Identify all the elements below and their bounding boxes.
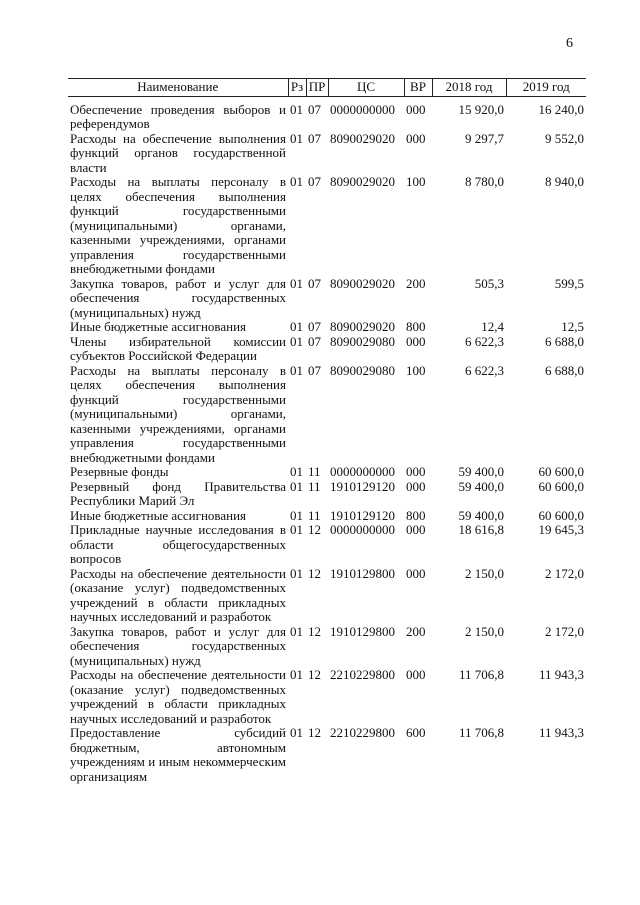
cell-cs: 2210229800: [330, 667, 395, 682]
cell-rz: 01: [290, 667, 303, 682]
cell-rz: 01: [290, 565, 303, 581]
table-row: [68, 335, 586, 364]
cell-name: Расходы на обеспечение деятельности (оказание услуг) подведомственных учреждений в области прикладных научных исследований и разработок: [70, 667, 286, 726]
cell-rz: 01: [290, 275, 303, 291]
table-row: [68, 726, 586, 784]
table-row: [68, 320, 586, 335]
table-row: [68, 132, 586, 176]
cell-y2019: 8 940,0: [545, 174, 584, 189]
cell-rz: 01: [290, 101, 303, 117]
table-header-row: [68, 79, 586, 97]
table-row: [68, 509, 586, 524]
cell-pr: 11: [308, 507, 321, 523]
cell-pr: 12: [308, 565, 321, 581]
cell-rz: 01: [290, 522, 303, 537]
cell-vr: 800: [406, 507, 426, 523]
cell-pr: 07: [308, 174, 321, 189]
table-row: [68, 364, 586, 466]
cell-name: Прикладные научные исследования в области общегосударственных вопросов: [70, 522, 286, 566]
cell-name: Предоставление субсидий бюджетным, автономным учреждениям и иным некоммерческим организациям: [70, 725, 286, 784]
cell-name: Иные бюджетные ассигнования: [70, 507, 247, 523]
cell-vr: 200: [406, 275, 426, 291]
cell-cs: 8090029020: [330, 130, 395, 146]
cell-name: Расходы на выплаты персоналу в целях обеспечения выполнения функций государственными (муниципальными) органами, казенными учреждениями, органами управления государственными внебюджетными фондами: [70, 174, 286, 276]
column-header-vr: ВР: [404, 79, 432, 97]
cell-rz: 01: [290, 362, 303, 378]
cell-y2019: 60 600,0: [538, 478, 584, 494]
cell-cs: 1910129120: [330, 507, 395, 523]
table-row: [68, 277, 586, 321]
cell-y2019: 9 552,0: [545, 130, 584, 146]
cell-name: Расходы на обеспечение деятельности (оказание услуг) подведомственных учреждений в области прикладных научных исследований и разработок: [70, 565, 286, 624]
cell-pr: 12: [308, 522, 321, 537]
cell-vr: 100: [406, 362, 426, 378]
cell-pr: 12: [308, 725, 321, 740]
cell-name: Резервный фонд Правительства Республики Марий Эл: [70, 478, 286, 508]
cell-y2018: 59 400,0: [458, 478, 504, 494]
cell-name: Расходы на обеспечение выполнения функций органов государственной власти: [70, 130, 286, 175]
cell-rz: 01: [290, 333, 303, 349]
cell-pr: 12: [308, 667, 321, 682]
cell-y2019: 60 600,0: [538, 507, 584, 523]
cell-y2018: 59 400,0: [458, 464, 504, 479]
column-header-cs: ЦС: [328, 79, 404, 97]
cell-y2018: 12,4: [481, 319, 504, 334]
cell-vr: 100: [406, 174, 426, 189]
cell-y2018: 6 622,3: [465, 333, 504, 349]
cell-y2019: 2 172,0: [545, 623, 584, 639]
cell-vr: 200: [406, 623, 426, 639]
cell-cs: 8090029080: [330, 333, 395, 349]
cell-cs: 2210229800: [330, 725, 395, 740]
cell-y2019: 599,5: [554, 275, 584, 291]
cell-y2018: 6 622,3: [465, 362, 504, 378]
cell-cs: 1910129800: [330, 565, 395, 581]
table-row: [68, 96, 586, 132]
cell-cs: 1910129800: [330, 623, 395, 639]
cell-cs: 0000000000: [330, 101, 395, 117]
cell-y2019: 19 645,3: [538, 522, 584, 537]
cell-rz: 01: [290, 464, 303, 479]
cell-y2018: 2 150,0: [465, 623, 504, 639]
cell-pr: 07: [308, 362, 321, 378]
column-header-2019: 2019 год: [506, 79, 586, 97]
cell-y2019: 11 943,3: [538, 725, 584, 740]
table-row: [68, 625, 586, 669]
cell-pr: 12: [308, 623, 321, 639]
cell-vr: 000: [406, 333, 426, 349]
cell-y2018: 11 706,8: [458, 725, 504, 740]
cell-vr: 000: [406, 565, 426, 581]
cell-vr: 000: [406, 101, 426, 117]
cell-cs: 8090029020: [330, 319, 395, 334]
cell-vr: 000: [406, 522, 426, 537]
cell-name: Расходы на выплаты персоналу в целях обеспечения выполнения функций государственными (муниципальными) органами, казенными учреждениями, органами управления государственными внебюджетными фондами: [70, 362, 286, 465]
column-header-2018: 2018 год: [432, 79, 506, 97]
cell-rz: 01: [290, 130, 303, 146]
cell-name: Закупка товаров, работ и услуг для обеспечения государственных (муниципальных) нужд: [70, 623, 286, 668]
cell-rz: 01: [290, 507, 303, 523]
table-row: [68, 480, 586, 509]
cell-name: Обеспечение проведения выборов и референдумов: [70, 101, 286, 131]
budget-table: [68, 78, 586, 784]
cell-y2019: 16 240,0: [538, 101, 584, 117]
cell-name: Резервные фонды: [70, 464, 169, 479]
cell-y2018: 505,3: [474, 275, 504, 291]
cell-pr: 11: [308, 478, 321, 494]
cell-rz: 01: [290, 319, 303, 334]
cell-vr: 000: [406, 130, 426, 146]
table-row: [68, 668, 586, 726]
table-row: [68, 465, 586, 480]
column-header-name: Наименование: [68, 79, 288, 97]
page-number: 6: [566, 36, 573, 51]
cell-vr: 000: [406, 478, 426, 494]
cell-rz: 01: [290, 725, 303, 740]
cell-vr: 800: [406, 319, 426, 334]
cell-y2019: 6 688,0: [545, 333, 584, 349]
cell-vr: 600: [406, 725, 426, 740]
cell-y2019: 11 943,3: [538, 667, 584, 682]
cell-y2019: 6 688,0: [545, 362, 584, 378]
cell-y2018: 11 706,8: [458, 667, 504, 682]
cell-vr: 000: [406, 667, 426, 682]
cell-y2018: 59 400,0: [458, 507, 504, 523]
cell-y2018: 15 920,0: [458, 101, 504, 117]
cell-y2019: 2 172,0: [545, 565, 584, 581]
table-body: [68, 96, 586, 784]
cell-pr: 07: [308, 101, 321, 117]
cell-y2019: 12,5: [561, 319, 584, 334]
cell-name: Закупка товаров, работ и услуг для обеспечения государственных (муниципальных) нужд: [70, 275, 286, 320]
cell-rz: 01: [290, 174, 303, 189]
cell-y2019: 60 600,0: [538, 464, 584, 479]
cell-rz: 01: [290, 478, 303, 494]
cell-cs: 8090029020: [330, 275, 395, 291]
cell-y2018: 2 150,0: [465, 565, 504, 581]
cell-y2018: 8 780,0: [465, 174, 504, 189]
cell-pr: 11: [308, 464, 321, 479]
table-row: [68, 175, 586, 277]
cell-pr: 07: [308, 333, 321, 349]
cell-y2018: 9 297,7: [465, 130, 504, 146]
cell-name: Иные бюджетные ассигнования: [70, 319, 247, 334]
cell-rz: 01: [290, 623, 303, 639]
cell-cs: 8090029080: [330, 362, 395, 378]
cell-cs: 8090029020: [330, 174, 395, 189]
table-row: [68, 523, 586, 567]
cell-vr: 000: [406, 464, 426, 479]
column-header-rz: Рз: [288, 79, 306, 97]
cell-cs: 0000000000: [330, 522, 395, 537]
cell-name: Члены избирательной комиссии субъектов Российской Федерации: [70, 333, 286, 363]
cell-y2018: 18 616,8: [458, 522, 504, 537]
cell-pr: 07: [308, 130, 321, 146]
column-header-pr: ПР: [306, 79, 328, 97]
cell-cs: 0000000000: [330, 464, 395, 479]
cell-pr: 07: [308, 319, 321, 334]
table-row: [68, 567, 586, 625]
cell-cs: 1910129120: [330, 478, 395, 494]
cell-pr: 07: [308, 275, 321, 291]
